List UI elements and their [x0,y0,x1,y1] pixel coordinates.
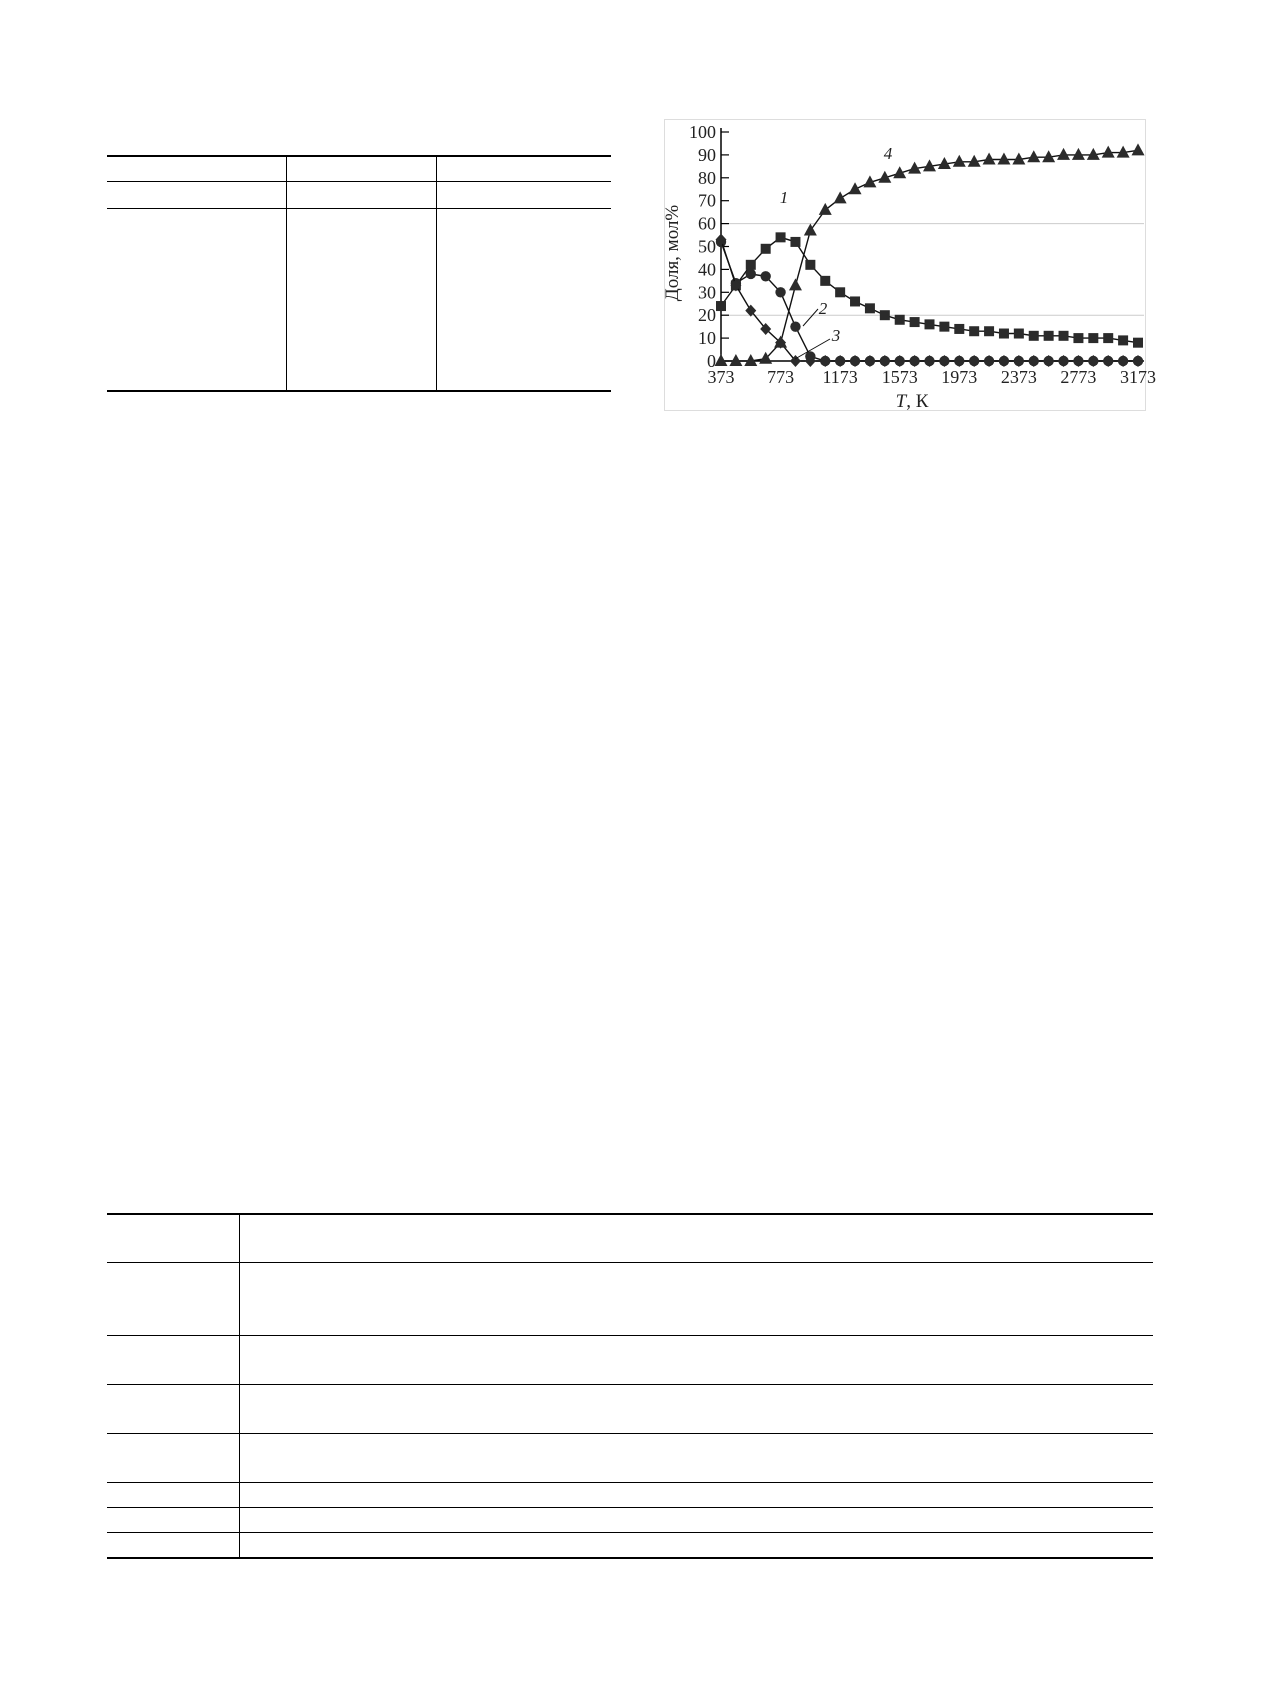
table2-rule-bottom [107,1557,1153,1559]
series-1-point-1373 [865,303,875,313]
y-tick-label-80: 80 [698,167,716,188]
series-1-point-573 [746,260,756,270]
y-tick-label-100: 100 [689,122,716,142]
series-1-point-1273 [850,296,860,306]
series-1-point-1073 [820,276,830,286]
curve-label-2: 2 [818,299,828,318]
series-1-point-2173 [984,326,994,336]
series-1-point-2273 [999,329,1009,339]
series-layer [715,143,1145,367]
x-tick-label-773: 773 [767,367,795,387]
series-1-point-2873 [1088,333,1098,343]
series-1-point-2773 [1073,333,1083,343]
series-3-point-1073 [820,355,831,367]
table2-col-divider [239,1213,240,1557]
series-2-point-673 [760,271,770,281]
table2-rule-2 [107,1262,1153,1263]
y-tick-label-50: 50 [698,236,716,257]
series-4-point-3173 [1132,143,1145,155]
series-4-point-2773 [1072,148,1085,160]
series-4-point-473 [729,354,742,366]
series-1-point-2673 [1059,331,1069,341]
y-tick-label-70: 70 [698,190,716,211]
table1-rule-top [107,155,611,157]
series-3-point-1173 [835,355,846,367]
series-1-point-2973 [1103,333,1113,343]
series-1-point-773 [776,232,786,242]
curve-label-2-leader [803,309,818,326]
x-tick-label-3173: 3173 [1120,367,1156,387]
series-3-point-2673 [1058,355,1069,367]
table1-col-divider-2 [436,155,437,390]
x-tick-label-1573: 1573 [881,367,918,387]
series-3-point-1773 [924,355,935,367]
x-tick-label-373: 373 [707,367,735,387]
curve-label-3: 3 [831,326,841,345]
series-4-point-373 [715,354,728,366]
series-1-point-373 [716,301,726,311]
series-1-point-673 [761,244,771,254]
series-1-point-1573 [895,315,905,325]
x-tick-label-2773: 2773 [1060,367,1097,387]
series-3-point-1273 [850,355,861,367]
series-1-point-3173 [1133,338,1143,348]
y-tick-label-30: 30 [698,282,716,303]
series-3-point-2573 [1043,355,1054,367]
series-4-point-1073 [819,203,832,215]
x-tick-label-1973: 1973 [941,367,978,387]
y-tick-label-60: 60 [698,213,716,234]
series-3-point-3073 [1118,355,1129,367]
series-1-point-1773 [925,319,935,329]
series-1-point-1673 [910,317,920,327]
table1-rule-bottom [107,390,611,392]
y-tick-label-20: 20 [698,305,716,326]
series-2-point-873 [790,321,800,331]
table1-col-divider-1 [286,155,287,390]
series-3-point-2173 [984,355,995,367]
series-3-point-2273 [998,355,1009,367]
series-4-point-2973 [1102,146,1115,158]
series-1-point-973 [805,260,815,270]
series-3-point-1473 [879,355,890,367]
series-3-point-2473 [1028,355,1039,367]
series-4-point-1173 [834,191,847,203]
x-axis-title [896,391,929,412]
series-3-point-3173 [1133,355,1144,367]
y-tick-label-0: 0 [707,351,716,371]
x-axis-title-unit: , К [906,391,929,412]
table2-rule-top [107,1213,1153,1215]
x-tick-label-1173: 1173 [822,367,858,387]
curve-label-4: 4 [883,144,893,163]
series-3-point-2773 [1073,355,1084,367]
series-1-point-2473 [1029,331,1039,341]
x-axis-title-symbol: T [895,391,907,412]
series-1-point-873 [790,237,800,247]
series-4-point-1273 [849,182,862,194]
series-4-point-2673 [1057,148,1070,160]
series-3-point-1573 [894,355,905,367]
chart-panel [662,119,1156,412]
series-1-point-1473 [880,310,890,320]
table2-rule-4 [107,1384,1153,1385]
series-3-point-1873 [939,355,950,367]
series-3-point-2873 [1088,355,1099,367]
series-1-point-1173 [835,287,845,297]
series-1-point-3073 [1118,335,1128,345]
series-4-point-2273 [997,152,1010,164]
line-chart [662,119,1156,412]
series-4-point-2173 [983,152,996,164]
series-3-point-2373 [1013,355,1024,367]
series-4-point-1973 [953,155,966,167]
series-4-point-2473 [1027,150,1040,162]
series-3-point-1373 [864,355,875,367]
table2-rule-6 [107,1482,1153,1483]
series-1-point-1973 [954,324,964,334]
table2-rule-7 [107,1507,1153,1508]
axes-layer [689,122,1156,387]
y-axis-title: Доля, мол% [662,204,683,302]
series-2-point-773 [775,287,785,297]
table1-rule-3 [107,208,611,209]
y-tick-label-90: 90 [698,144,716,165]
series-2-point-573 [746,269,756,279]
series-1-point-2073 [969,326,979,336]
series-3-point-1973 [954,355,965,367]
y-tick-label-10: 10 [698,328,716,349]
series-3-point-2073 [969,355,980,367]
series-1-point-2573 [1044,331,1054,341]
series-3-point-1673 [909,355,920,367]
y-tick-label-40: 40 [698,259,716,280]
series-4-line [721,150,1138,361]
series-3-point-2973 [1103,355,1114,367]
table2-rule-8 [107,1532,1153,1533]
curve-label-1: 1 [779,188,789,207]
series-1-point-1873 [939,322,949,332]
table2-rule-3 [107,1335,1153,1336]
series-1-point-2373 [1014,329,1024,339]
x-tick-label-2373: 2373 [1000,367,1037,387]
table1-rule-2 [107,181,611,182]
series-4-point-873 [789,278,802,290]
table2-rule-5 [107,1433,1153,1434]
